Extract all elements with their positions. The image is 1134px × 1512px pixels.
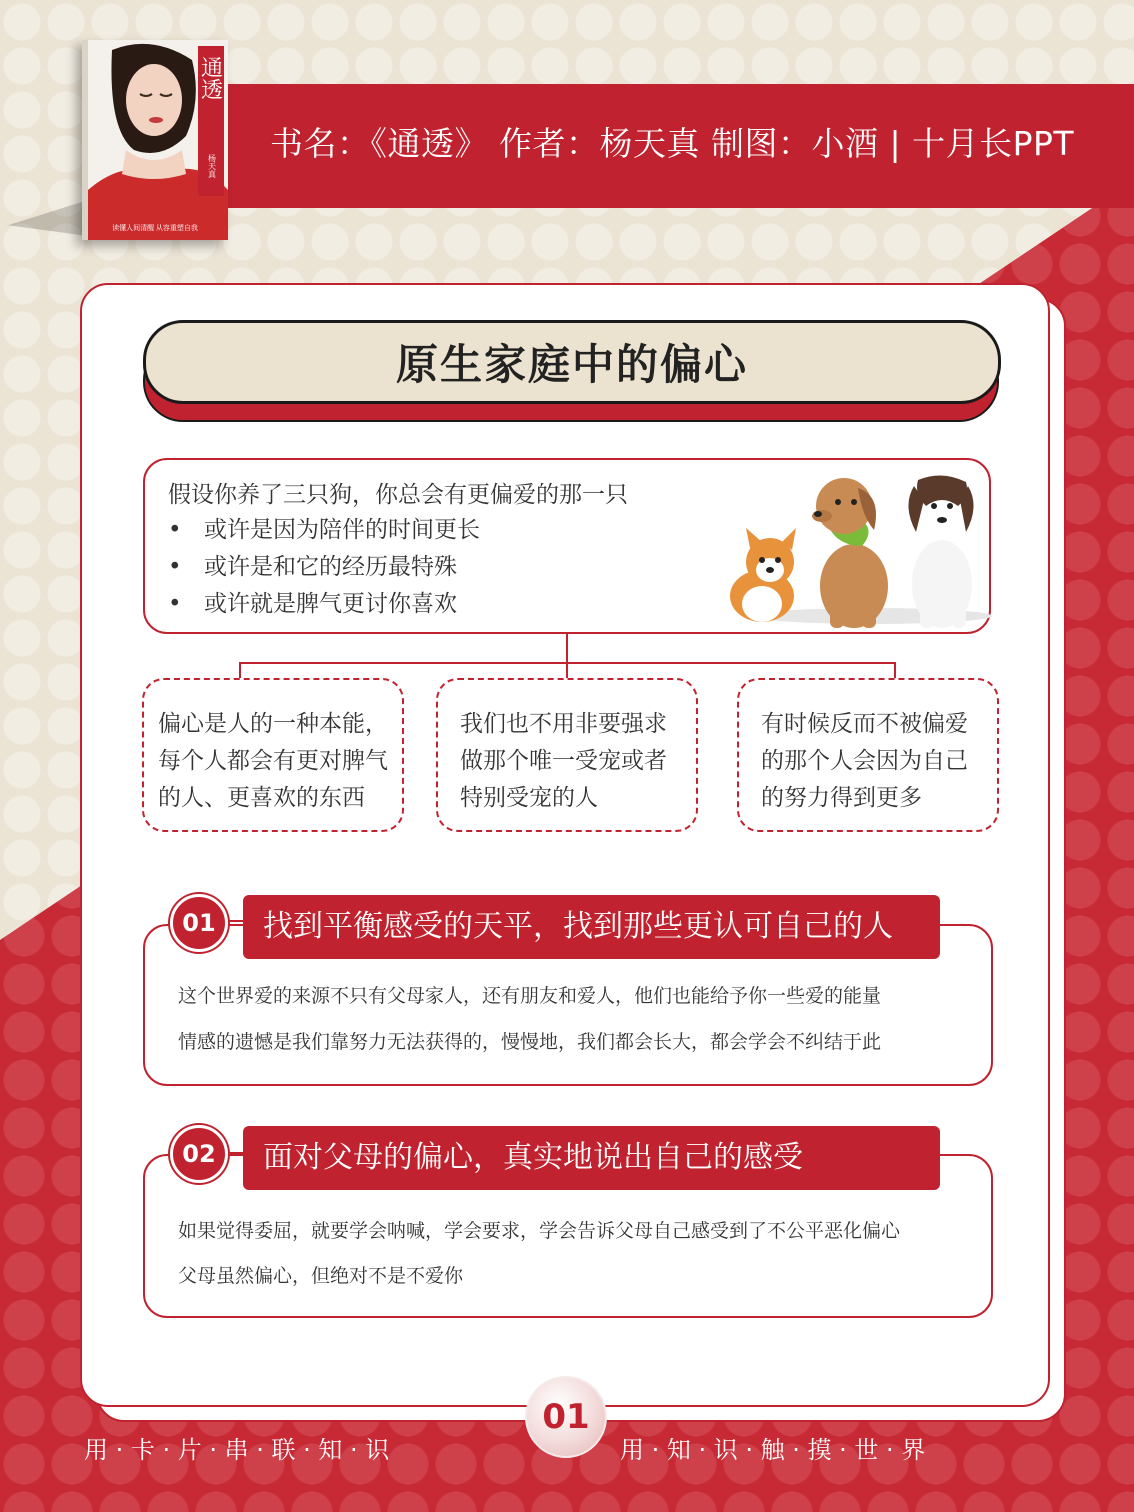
bullet-item: • 或许就是脾气更讨你喜欢 <box>168 591 457 617</box>
card-line: 有时候反而不被偏爱 <box>761 711 968 737</box>
header-info: 书名：《通透》 作者：杨天真 制图：小酒 | 十月长PPT <box>270 124 1075 163</box>
insight-card-2 <box>436 678 698 832</box>
footer-slogan-left: 用 · 卡 · 片 · 串 · 联 · 知 · 识 <box>84 1436 390 1464</box>
card-line: 做那个唯一受宠或者 <box>460 748 667 774</box>
dogs-illustration <box>712 466 1002 636</box>
card-line: 偏心是人的一种本能， <box>158 711 388 737</box>
insight-card-1 <box>142 678 404 832</box>
section-text-line: 如果觉得委屈，就要学会呐喊，学会要求，学会告诉父母自己感受到了不公平恶化偏心 <box>178 1220 901 1242</box>
page-number-badge <box>525 1376 607 1458</box>
section-heading-1: 找到平衡感受的天平，找到那些更认可自己的人 <box>243 895 940 959</box>
book-cover <box>82 40 228 240</box>
connector-vertical <box>566 634 568 662</box>
card-line: 的努力得到更多 <box>761 785 922 811</box>
card-line: 我们也不用非要强求 <box>460 711 667 737</box>
book-title: 通透 <box>198 56 224 100</box>
card-line: 的人、更喜欢的东西 <box>158 785 365 811</box>
bullet-item: • 或许是因为陪伴的时间更长 <box>168 517 480 543</box>
section-number-2: 02 <box>170 1125 228 1183</box>
insight-card-3 <box>737 678 999 832</box>
page-title: 原生家庭中的偏心 <box>395 340 748 389</box>
intro-bullets <box>168 512 480 623</box>
footer-slogan-right: 用 · 知 · 识 · 触 · 摸 · 世 · 界 <box>620 1436 926 1464</box>
section-heading-2: 面对父母的偏心，真实地说出自己的感受 <box>243 1126 940 1190</box>
page-number: 01 <box>542 1397 590 1437</box>
card-line: 每个人都会有更对脾气 <box>158 748 388 774</box>
card-line: 特别受宠的人 <box>460 785 598 811</box>
book-author: 杨天真 <box>207 154 217 178</box>
card-line: 的那个人会因为自己 <box>761 748 968 774</box>
bullet-item: • 或许是和它的经历最特殊 <box>168 554 457 580</box>
section-text-line: 父母虽然偏心，但绝对不是不爱你 <box>178 1265 464 1287</box>
section-text-line: 这个世界爱的来源不只有父母家人，还有朋友和爱人，他们也能给予你一些爱的能量 <box>178 985 882 1007</box>
book-tagline: 读懂人间清醒 从容重塑自我 <box>112 224 198 232</box>
section-number-1: 01 <box>170 894 228 952</box>
section-text-line: 情感的遗憾是我们靠努力无法获得的，慢慢地，我们都会长大，都会学会不纠结于此 <box>178 1031 882 1053</box>
title-pill <box>143 320 1001 404</box>
intro-lead: 假设你养了三只狗，你总会有更偏爱的那一只 <box>168 482 628 508</box>
